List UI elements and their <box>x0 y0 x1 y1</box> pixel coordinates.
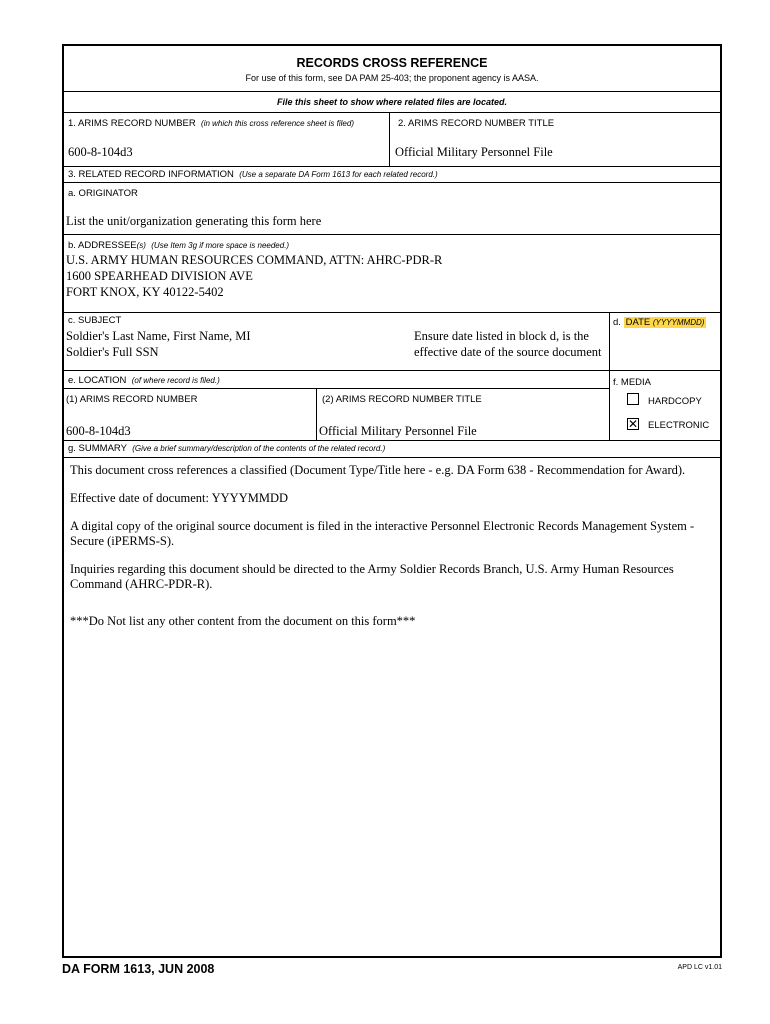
summary-label: g. SUMMARY (Give a brief summary/description of the contents of the related record.) <box>68 443 386 454</box>
addressee-label: b. ADDRESSEE(s) (Use Item 3g if more space is needed.) <box>68 240 290 251</box>
form-subtitle: For use of this form, see DA PAM 25-403; the proponent agency is AASA. <box>245 73 539 83</box>
item1-label: 1. ARIMS RECORD NUMBER (in which this cross reference sheet is filed) <box>68 118 354 129</box>
divider <box>64 312 720 313</box>
location-label: e. LOCATION (of where record is filed.) <box>68 375 220 386</box>
file-banner: File this sheet to show where related files are located. <box>276 97 508 107</box>
records-cross-reference-form <box>62 44 722 958</box>
divider <box>64 166 720 167</box>
form-version: APD LC v1.01 <box>677 964 722 971</box>
divider <box>64 457 720 458</box>
divider <box>389 112 390 167</box>
item1-note: (in which this cross reference sheet is filed) <box>201 119 354 128</box>
addressee-line-1[interactable]: U.S. ARMY HUMAN RESOURCES COMMAND, ATTN: AHRC-PDR-R <box>66 253 443 267</box>
summary-paragraph: This document cross references a classified (Document Type/Title here - e.g. DA Form 638 - Recommendation for Award). <box>70 463 686 477</box>
originator-field[interactable]: List the unit/organization generating this form here <box>66 214 322 228</box>
divider <box>64 182 720 183</box>
form-id: DA FORM 1613, JUN 2008 <box>62 962 215 976</box>
subject-note-line-1: Ensure date listed in block d, is the <box>414 329 589 343</box>
summary-paragraph: Effective date of document: YYYYMMDD <box>70 491 288 505</box>
location-col2-label: (2) ARIMS RECORD NUMBER TITLE <box>322 394 482 405</box>
hardcopy-checkbox[interactable] <box>627 393 639 405</box>
addressee-line-2[interactable]: 1600 SPEARHEAD DIVISION AVE <box>66 269 253 283</box>
electronic-label: ELECTRONIC <box>648 420 710 431</box>
divider <box>64 234 720 235</box>
item2-label: 2. ARIMS RECORD NUMBER TITLE <box>398 118 555 129</box>
subject-line-1[interactable]: Soldier's Last Name, First Name, MI <box>66 329 251 343</box>
hardcopy-label: HARDCOPY <box>648 396 702 407</box>
form-title: RECORDS CROSS REFERENCE <box>296 56 488 70</box>
summary-paragraph: A digital copy of the original source document is filed in the interactive Personnel Electronic Records Management System - Secure (iPERMS-S). <box>70 519 695 548</box>
item2-value-field[interactable]: Official Military Personnel File <box>395 145 553 159</box>
divider <box>609 370 610 440</box>
divider <box>64 440 720 441</box>
divider <box>64 91 720 92</box>
date-field[interactable]: DATE (YYYYMMDD) <box>625 317 705 328</box>
item3-note: (Use a separate DA Form 1613 for each related record.) <box>239 170 438 179</box>
addressee-line-3[interactable]: FORT KNOX, KY 40122-5402 <box>66 285 224 299</box>
summary-paragraph: Inquiries regarding this document should be directed to the Army Soldier Records Branch, U.S. Army Human Resources Command (AHRC-PDR-R). <box>70 562 674 591</box>
item3-label: 3. RELATED RECORD INFORMATION (Use a separate DA Form 1613 for each related record.) <box>68 169 438 180</box>
subject-label: c. SUBJECT <box>68 315 122 326</box>
subject-line-2[interactable]: Soldier's Full SSN <box>66 345 159 359</box>
summary-note: (Give a brief summary/description of the contents of the related record.) <box>132 444 386 453</box>
divider <box>64 112 720 113</box>
divider <box>609 312 610 370</box>
location-col1-label: (1) ARIMS RECORD NUMBER <box>66 394 198 405</box>
divider <box>316 388 317 440</box>
divider <box>64 388 609 389</box>
electronic-checkbox[interactable]: ✕ <box>628 417 639 431</box>
divider <box>64 370 720 371</box>
item1-value-field[interactable]: 600-8-104d3 <box>68 145 133 159</box>
media-label: f. MEDIA <box>613 377 652 388</box>
summary-field[interactable] <box>70 463 710 642</box>
location-record-number-field[interactable]: 600-8-104d3 <box>66 424 131 438</box>
originator-label: a. ORIGINATOR <box>68 188 138 199</box>
date-label: d. DATE (YYYYMMDD) <box>613 317 705 328</box>
location-record-title-field[interactable]: Official Military Personnel File <box>319 424 477 438</box>
location-note: (of where record is filed.) <box>131 376 220 385</box>
addressee-note: (Use Item 3g if more space is needed.) <box>151 241 290 250</box>
subject-note-line-2: effective date of the source document <box>414 345 602 359</box>
summary-paragraph: ***Do Not list any other content from the document on this form*** <box>70 614 416 628</box>
